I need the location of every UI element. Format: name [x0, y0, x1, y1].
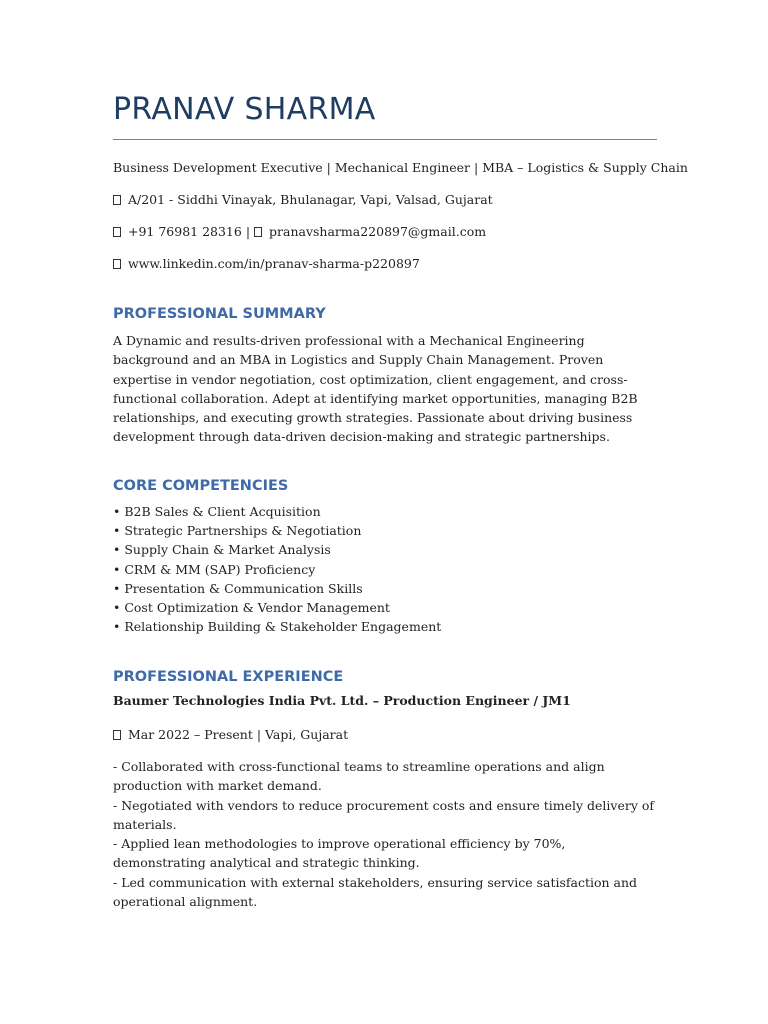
phone-text: +91 76981 28316	[127, 224, 242, 239]
job-dates: Mar 2022 – Present | Vapi, Gujarat	[127, 727, 349, 742]
phone-icon	[113, 227, 121, 237]
list-item: • B2B Sales & Client Acquisition	[113, 504, 321, 519]
summary-text: A Dynamic and results-driven professional with a Mechanical Engineering background and an MBA in Logistics and Supply Chain Management. Proven expertise in vendor negotiation, cost optimization, client engagement, and cross-functional collaboration. Adept at identifying market opportunities, managing B2B relationships, and executing growth strategies. Passionate about driving business development through data-driven decision-making and strategic partnerships.	[113, 333, 638, 445]
location-icon	[113, 195, 121, 205]
calendar-icon	[113, 730, 121, 740]
list-item: • CRM & MM (SAP) Proficiency	[113, 561, 316, 577]
linkedin-link[interactable]: www.linkedin.com/in/pranav-sharma-p220897	[127, 256, 420, 271]
contact-separator: |	[245, 224, 251, 239]
address-line	[113, 190, 493, 209]
list-item: - Collaborated with cross-functional teams to streamline operations and align production with market demand.	[113, 759, 605, 794]
candidate-name: PRANAV SHARMA	[113, 92, 376, 127]
experience-heading: PROFESSIONAL EXPERIENCE	[113, 669, 344, 685]
summary-heading: PROFESSIONAL SUMMARY	[113, 306, 326, 322]
experience-bullets	[113, 757, 658, 911]
job-title: Baumer Technologies India Pvt. Ltd. – Production Engineer / JM1	[113, 693, 571, 708]
list-item: • Presentation & Communication Skills	[113, 580, 363, 596]
contact-line	[113, 222, 486, 241]
address-text: A/201 - Siddhi Vinayak, Bhulanagar, Vapi, Valsad, Gujarat	[127, 192, 493, 207]
competencies-heading: CORE COMPETENCIES	[113, 478, 289, 494]
email-icon	[254, 227, 262, 237]
list-item: - Led communication with external stakeholders, ensuring service satisfaction and operational alignment.	[113, 874, 638, 910]
linkedin-line	[113, 254, 420, 273]
list-item: • Cost Optimization & Vendor Management	[113, 600, 390, 616]
tagline: Business Development Executive | Mechanical Engineer | MBA – Logistics & Supply Chain	[113, 160, 688, 175]
competencies-list	[113, 502, 441, 636]
list-item: • Relationship Building & Stakeholder Engagement	[113, 619, 442, 635]
email-link[interactable]: pranavsharma220897@gmail.com	[269, 224, 487, 239]
list-item: • Supply Chain & Market Analysis	[113, 542, 331, 558]
header-divider	[113, 139, 657, 140]
list-item: - Negotiated with vendors to reduce procurement costs and ensure timely delivery of materials.	[113, 797, 655, 832]
list-item: - Applied lean methodologies to improve operational efficiency by 70%, demonstrating analytical and strategic thinking.	[113, 836, 566, 871]
job-dates-line	[113, 725, 348, 744]
link-icon	[113, 259, 121, 269]
list-item: • Strategic Partnerships & Negotiation	[113, 523, 362, 539]
